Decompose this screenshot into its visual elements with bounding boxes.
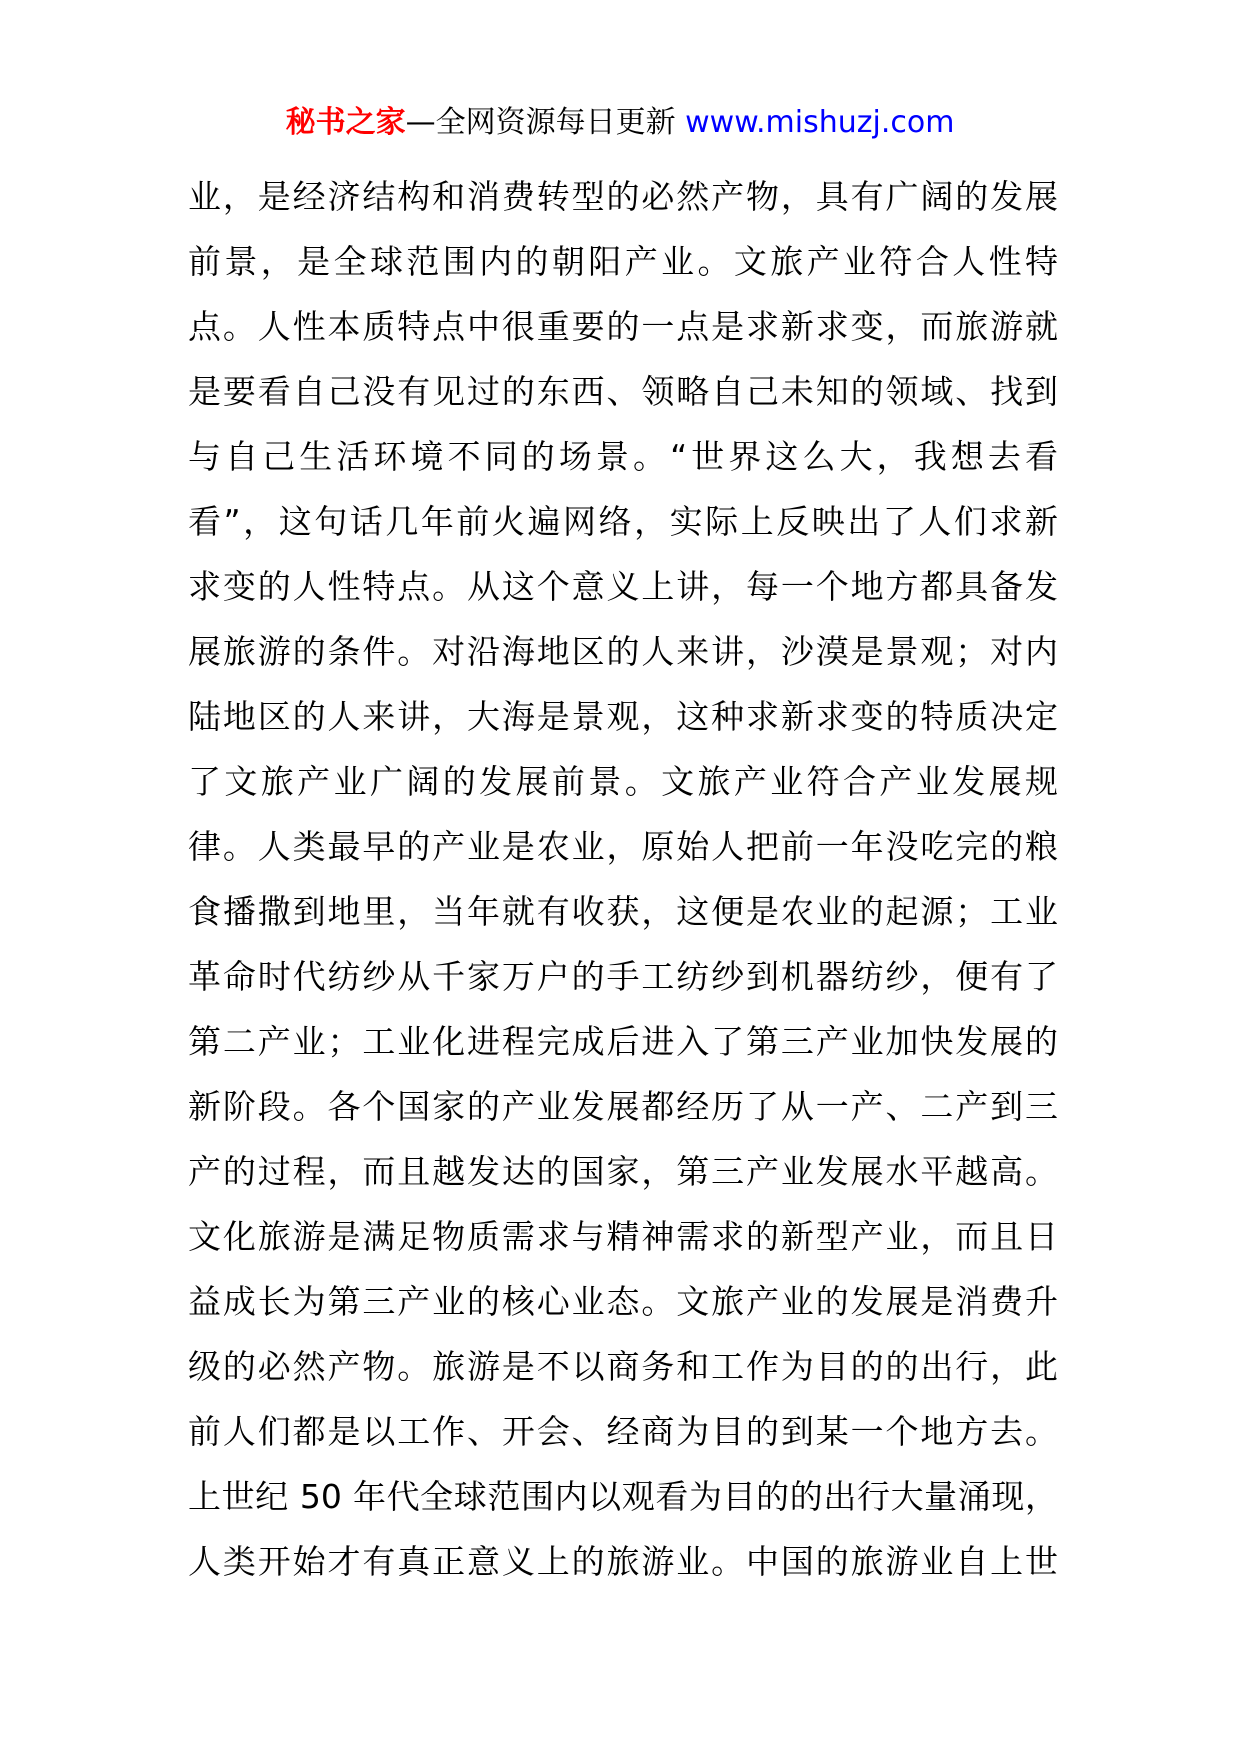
header-url-link[interactable]: www.mishuzj.com	[685, 105, 955, 140]
text-line: 前景，是全球范围内的朝阳产业。文旅产业符合人性特	[188, 242, 1058, 281]
text-line: 新阶段。各个国家的产业发展都经历了从一产、二产到三	[188, 1087, 1058, 1126]
header-tagline: —全网资源每日更新	[405, 105, 676, 140]
text-line: 了文旅产业广阔的发展前景。文旅产业符合产业发展规	[188, 762, 1058, 801]
text-line: 求变的人性特点。从这个意义上讲，每一个地方都具备发	[188, 567, 1058, 606]
page-header	[0, 100, 1240, 146]
body-text	[188, 164, 1058, 1594]
text-line: 业，是经济结构和消费转型的必然产物，具有广阔的发展	[188, 177, 1058, 216]
text-line: 上世纪 50 年代全球范围内以观看为目的的出行大量涌现，	[188, 1477, 1058, 1516]
text-line: 革命时代纺纱从千家万户的手工纺纱到机器纺纱，便有了	[188, 957, 1058, 996]
text-line: 益成长为第三产业的核心业态。文旅产业的发展是消费升	[188, 1282, 1058, 1321]
text-line: 产的过程，而且越发达的国家，第三产业发展水平越高。	[188, 1152, 1058, 1191]
text-line: 陆地区的人来讲，大海是景观，这种求新求变的特质决定	[188, 697, 1058, 736]
text-line: 点。人性本质特点中很重要的一点是求新求变，而旅游就	[188, 307, 1058, 346]
text-line: 看”，这句话几年前火遍网络，实际上反映出了人们求新	[188, 502, 1058, 541]
text-line: 展旅游的条件。对沿海地区的人来讲，沙漠是景观；对内	[188, 632, 1058, 671]
text-line: 与自己生活环境不同的场景。“世界这么大，我想去看	[188, 437, 1058, 476]
text-line: 级的必然产物。旅游是不以商务和工作为目的的出行，此	[188, 1347, 1058, 1386]
text-line: 第二产业；工业化进程完成后进入了第三产业加快发展的	[188, 1022, 1058, 1061]
text-line: 食播撒到地里，当年就有收获，这便是农业的起源；工业	[188, 892, 1058, 931]
header-brand: 秘书之家	[285, 105, 406, 140]
text-line: 前人们都是以工作、开会、经商为目的到某一个地方去。	[188, 1412, 1058, 1451]
text-line: 律。人类最早的产业是农业，原始人把前一年没吃完的粮	[188, 827, 1058, 866]
text-line: 是要看自己没有见过的东西、领略自己未知的领域、找到	[188, 372, 1058, 411]
text-line: 人类开始才有真正意义上的旅游业。中国的旅游业自上世	[188, 1542, 1058, 1581]
text-line: 文化旅游是满足物质需求与精神需求的新型产业，而且日	[188, 1217, 1058, 1256]
